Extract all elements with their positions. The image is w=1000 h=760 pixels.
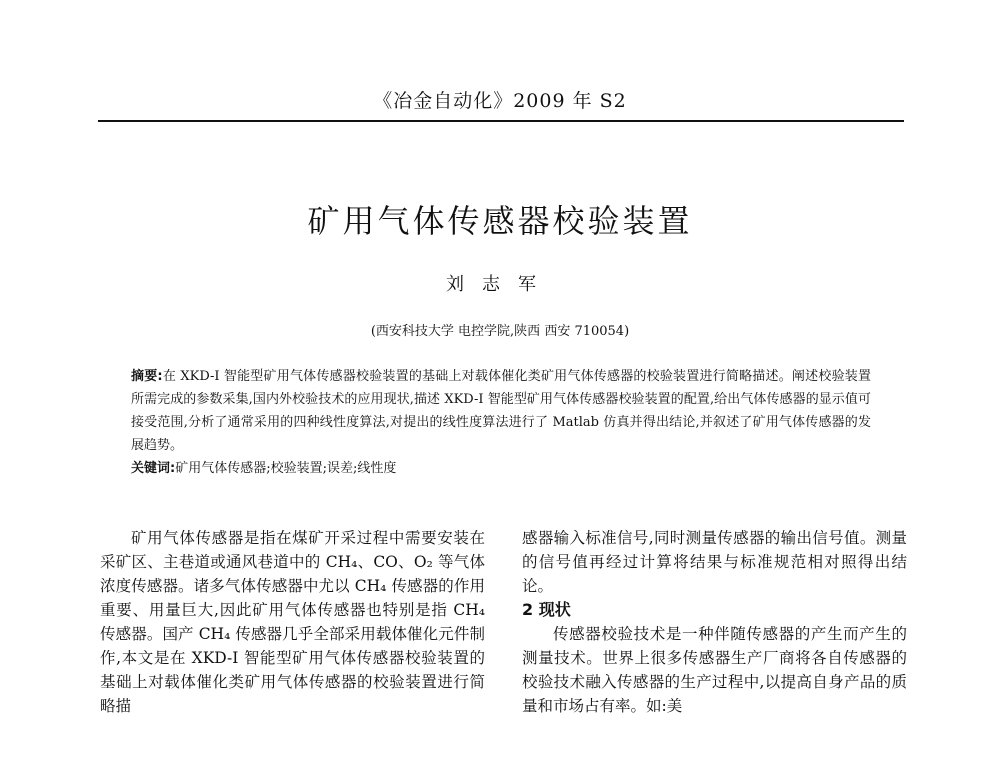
article-title: 矿用气体传感器校验装置 bbox=[307, 202, 693, 240]
abstract-text: 在 XKD-I 智能型矿用气体传感器校验装置的基础上对载体催化类矿用气体传感器的校验装置进行简略描述。阐述校验装置所需完成的参数采集,国内外校验技术的应用现状,描述 XKD-I 智能型矿用气体传感器校验装置的配置,给出气体传感器的显示值可接受范围,分析了通常采用的四种线性度算法,对提出的线性度算法进行了 Matlab 仿真并得出结论,并叙述了矿用气体传感器的发展趋势。 bbox=[131, 369, 871, 453]
intro-paragraph: 矿用气体传感器是指在煤矿开采过程中需要安装在采矿区、主巷道或通风巷道中的 CH₄、CO、O₂ 等气体浓度传感器。诸多气体传感器中尤以 CH₄ 传感器的作用重要、用量巨大,因此矿用气体传感器也特别是指 CH₄ 传感器。国产 CH₄ 传感器几乎全部采用载体催化元件制作,本文是在 XKD-I 智能型矿用气体传感器校验装置的基础上对载体催化类矿用气体传感器的校验装置进行简略描 bbox=[100, 529, 485, 715]
keywords-label: 关键词: bbox=[131, 461, 176, 476]
keywords-text: 矿用气体传感器;校验装置;误差;线性度 bbox=[175, 461, 397, 476]
article-affiliation: (西安科技大学 电控学院,陕西 西安 710054) bbox=[370, 324, 630, 339]
journal-header: 《冶金自动化》2009 年 S2 bbox=[373, 90, 627, 112]
continued-paragraph: 感器输入标准信号,同时测量传感器的输出信号值。测量的信号值再经过计算将结果与标准规范相对照得出结论。 bbox=[522, 529, 907, 595]
body-right-column bbox=[522, 526, 907, 718]
abstract-paragraph bbox=[131, 365, 871, 457]
abstract-block bbox=[131, 365, 871, 480]
abstract-label: 摘要: bbox=[131, 369, 163, 384]
article-author: 刘志军 bbox=[446, 274, 554, 295]
status-paragraph: 传感器校验技术是一种伴随传感器的产生而产生的测量技术。世界上很多传感器生产厂商将各自传感器的校验技术融入传感器的生产过程中,以提高自身产品的质量和市场占有率。如:美 bbox=[522, 625, 907, 715]
header-rule bbox=[98, 120, 904, 122]
keywords-line bbox=[131, 457, 871, 480]
section-heading-status: 2 现状 bbox=[522, 600, 571, 619]
body-left-column bbox=[100, 526, 485, 718]
